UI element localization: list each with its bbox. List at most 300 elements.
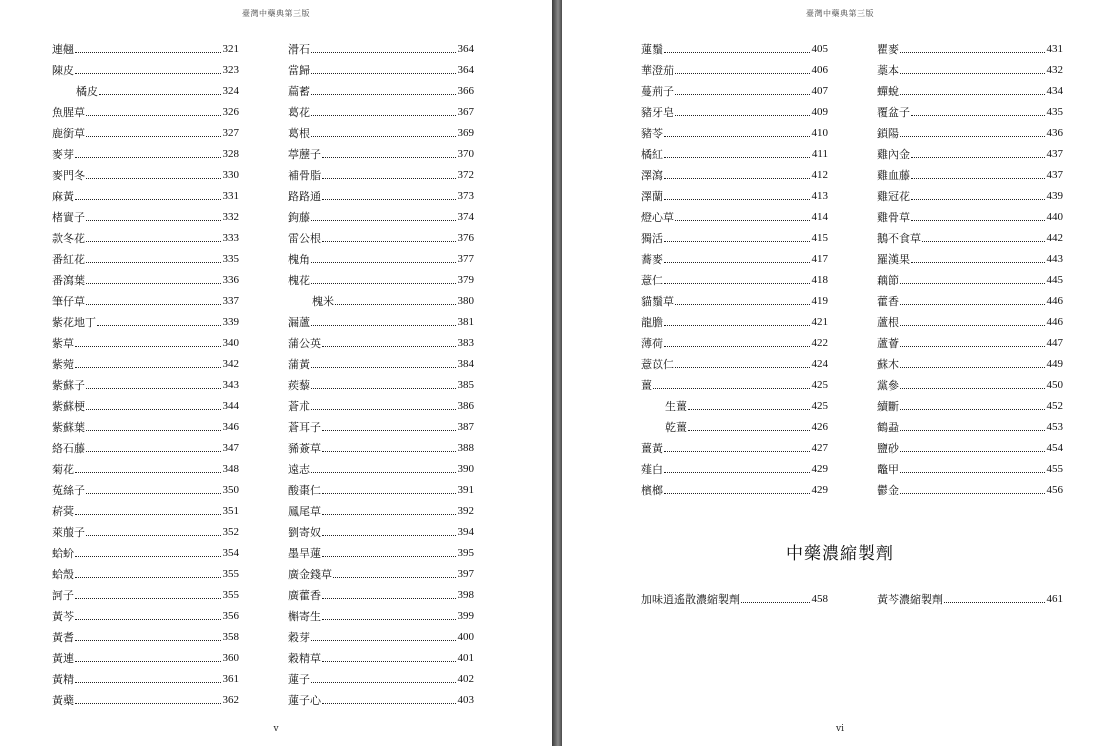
toc-entry[interactable] bbox=[52, 434, 239, 455]
dot-leader bbox=[322, 703, 456, 704]
toc-entry[interactable] bbox=[877, 371, 1063, 392]
dot-leader bbox=[675, 304, 810, 305]
toc-entry[interactable] bbox=[877, 413, 1063, 434]
entry-page-number: 388 bbox=[457, 442, 474, 454]
entry-page-number: 391 bbox=[457, 484, 474, 496]
page-number: vi bbox=[836, 724, 844, 734]
entry-page-number: 331 bbox=[222, 190, 239, 202]
entry-page-number: 446 bbox=[1046, 295, 1063, 307]
dot-leader bbox=[322, 451, 456, 452]
dot-leader bbox=[900, 325, 1045, 326]
entry-title: 酸棗仁 bbox=[288, 484, 321, 497]
entry-title: 豨薟草 bbox=[288, 442, 321, 455]
toc-entry[interactable] bbox=[288, 497, 474, 518]
entry-title: 蒲黃 bbox=[288, 358, 310, 371]
toc-entry[interactable] bbox=[288, 287, 474, 308]
dot-leader bbox=[86, 451, 221, 452]
dot-leader bbox=[311, 472, 456, 473]
toc-entry[interactable] bbox=[288, 518, 474, 539]
dot-leader bbox=[664, 157, 810, 158]
entry-page-number: 351 bbox=[222, 505, 239, 517]
toc-entry[interactable] bbox=[288, 602, 474, 623]
entry-page-number: 347 bbox=[222, 442, 239, 454]
entry-title: 鹽砂 bbox=[877, 442, 899, 455]
dot-leader bbox=[922, 241, 1045, 242]
toc-entry[interactable] bbox=[52, 203, 239, 224]
entry-title: 穀精草 bbox=[288, 652, 321, 665]
dot-leader bbox=[75, 556, 221, 557]
entry-title: 楮實子 bbox=[52, 211, 85, 224]
dot-leader bbox=[99, 94, 221, 95]
dot-leader bbox=[688, 430, 810, 431]
dot-leader bbox=[75, 640, 221, 641]
toc-entry[interactable] bbox=[288, 476, 474, 497]
dot-leader bbox=[75, 157, 221, 158]
entry-title: 薑黃 bbox=[641, 442, 663, 455]
toc-entry[interactable] bbox=[52, 686, 239, 707]
dot-leader bbox=[911, 199, 1045, 200]
entry-title: 瞿麥 bbox=[877, 43, 899, 56]
entry-title: 絡石藤 bbox=[52, 442, 85, 455]
toc-entry[interactable] bbox=[52, 413, 239, 434]
dot-leader bbox=[86, 136, 221, 137]
toc-entry[interactable] bbox=[288, 581, 474, 602]
entry-page-number: 364 bbox=[457, 64, 474, 76]
dot-leader bbox=[86, 220, 221, 221]
dot-leader bbox=[675, 73, 810, 74]
dot-leader bbox=[322, 661, 456, 662]
toc-entry[interactable] bbox=[877, 266, 1063, 287]
toc-entry[interactable] bbox=[641, 203, 828, 224]
toc-entry[interactable] bbox=[641, 161, 828, 182]
dot-leader bbox=[900, 493, 1045, 494]
dot-leader bbox=[311, 388, 456, 389]
entry-page-number: 394 bbox=[457, 526, 474, 538]
dot-leader bbox=[664, 178, 810, 179]
entry-page-number: 335 bbox=[222, 253, 239, 265]
toc-entry[interactable] bbox=[641, 413, 828, 434]
entry-title: 漏蘆 bbox=[288, 316, 310, 329]
entry-page-number: 409 bbox=[811, 106, 828, 118]
toc-entry[interactable] bbox=[52, 518, 239, 539]
toc-entry[interactable] bbox=[877, 245, 1063, 266]
entry-page-number: 379 bbox=[457, 274, 474, 286]
toc-entry[interactable] bbox=[52, 476, 239, 497]
section-column-2 bbox=[877, 585, 1063, 606]
entry-page-number: 450 bbox=[1046, 379, 1063, 391]
toc-entry[interactable] bbox=[52, 392, 239, 413]
entry-title: 墨旱蓮 bbox=[288, 547, 321, 560]
entry-page-number: 407 bbox=[811, 85, 828, 97]
entry-title: 蒺藜 bbox=[288, 379, 310, 392]
entry-page-number: 439 bbox=[1046, 190, 1063, 202]
entry-page-number: 436 bbox=[1046, 127, 1063, 139]
entry-title: 藕節 bbox=[877, 274, 899, 287]
toc-entry[interactable] bbox=[641, 371, 828, 392]
entry-page-number: 380 bbox=[457, 295, 474, 307]
entry-page-number: 340 bbox=[222, 337, 239, 349]
entry-page-number: 429 bbox=[811, 484, 828, 496]
entry-page-number: 364 bbox=[457, 43, 474, 55]
entry-title: 番瀉葉 bbox=[52, 274, 85, 287]
section-title: 中藥濃縮製劑 bbox=[786, 544, 894, 564]
toc-entry[interactable] bbox=[52, 35, 239, 56]
dot-leader bbox=[900, 388, 1045, 389]
entry-page-number: 401 bbox=[457, 652, 474, 664]
toc-entry[interactable] bbox=[641, 476, 828, 497]
entry-title: 雞內金 bbox=[877, 148, 910, 161]
entry-page-number: 360 bbox=[222, 652, 239, 664]
dot-leader bbox=[75, 703, 221, 704]
toc-entry[interactable] bbox=[52, 539, 239, 560]
dot-leader bbox=[900, 94, 1045, 95]
entry-title: 羅漢果 bbox=[877, 253, 910, 266]
dot-leader bbox=[664, 52, 810, 53]
toc-entry[interactable] bbox=[52, 497, 239, 518]
dot-leader bbox=[664, 283, 810, 284]
dot-leader bbox=[86, 283, 221, 284]
entry-page-number: 440 bbox=[1046, 211, 1063, 223]
entry-page-number: 385 bbox=[457, 379, 474, 391]
entry-title: 豬苓 bbox=[641, 127, 663, 140]
entry-page-number: 435 bbox=[1046, 106, 1063, 118]
toc-entry[interactable] bbox=[877, 308, 1063, 329]
toc-entry[interactable] bbox=[52, 287, 239, 308]
toc-entry[interactable] bbox=[877, 392, 1063, 413]
toc-entry[interactable] bbox=[641, 119, 828, 140]
entry-title: 蕎麥 bbox=[641, 253, 663, 266]
entry-page-number: 321 bbox=[222, 43, 239, 55]
entry-page-number: 383 bbox=[457, 337, 474, 349]
toc-entry[interactable] bbox=[641, 455, 828, 476]
dot-leader bbox=[75, 619, 221, 620]
toc-entry[interactable] bbox=[52, 644, 239, 665]
entry-title: 蒼朮 bbox=[288, 400, 310, 413]
entry-title: 橘紅 bbox=[641, 148, 663, 161]
entry-title: 補骨脂 bbox=[288, 169, 321, 182]
toc-entry[interactable] bbox=[52, 665, 239, 686]
running-header: 臺灣中藥典第三版 bbox=[242, 9, 310, 18]
toc-entry[interactable] bbox=[288, 119, 474, 140]
toc-entry[interactable] bbox=[288, 434, 474, 455]
toc-entry[interactable] bbox=[52, 77, 239, 98]
toc-entry[interactable] bbox=[288, 308, 474, 329]
entry-page-number: 355 bbox=[222, 589, 239, 601]
dot-leader bbox=[322, 157, 456, 158]
entry-page-number: 406 bbox=[811, 64, 828, 76]
entry-page-number: 425 bbox=[811, 379, 828, 391]
entry-title: 藁本 bbox=[877, 64, 899, 77]
entry-page-number: 397 bbox=[457, 568, 474, 580]
toc-entry[interactable] bbox=[641, 98, 828, 119]
entry-title: 蓮鬚 bbox=[641, 43, 663, 56]
dot-leader bbox=[335, 304, 456, 305]
toc-entry[interactable] bbox=[877, 119, 1063, 140]
entry-page-number: 402 bbox=[457, 673, 474, 685]
toc-entry[interactable] bbox=[288, 371, 474, 392]
toc-entry[interactable] bbox=[641, 224, 828, 245]
dot-leader bbox=[911, 262, 1045, 263]
entry-page-number: 398 bbox=[457, 589, 474, 601]
toc-entry[interactable] bbox=[288, 161, 474, 182]
dot-leader bbox=[675, 94, 810, 95]
entry-title: 番紅花 bbox=[52, 253, 85, 266]
toc-entry[interactable] bbox=[877, 287, 1063, 308]
toc-entry[interactable] bbox=[52, 623, 239, 644]
toc-entry[interactable] bbox=[877, 329, 1063, 350]
toc-entry[interactable] bbox=[288, 686, 474, 707]
dot-leader bbox=[86, 178, 221, 179]
dot-leader bbox=[664, 262, 810, 263]
dot-leader bbox=[311, 367, 456, 368]
entry-title: 蘆根 bbox=[877, 316, 899, 329]
toc-entry[interactable] bbox=[641, 245, 828, 266]
entry-title: 劉寄奴 bbox=[288, 526, 321, 539]
toc-entry[interactable] bbox=[288, 623, 474, 644]
entry-page-number: 400 bbox=[457, 631, 474, 643]
toc-entry[interactable] bbox=[288, 224, 474, 245]
running-header: 臺灣中藥典第三版 bbox=[806, 9, 874, 18]
entry-page-number: 386 bbox=[457, 400, 474, 412]
toc-entry[interactable] bbox=[641, 182, 828, 203]
toc-entry[interactable] bbox=[641, 77, 828, 98]
entry-title: 加味逍遙散濃縮製劑 bbox=[641, 593, 740, 606]
toc-entry[interactable] bbox=[52, 56, 239, 77]
entry-page-number: 355 bbox=[222, 568, 239, 580]
dot-leader bbox=[75, 73, 221, 74]
toc-entry[interactable] bbox=[288, 329, 474, 350]
dot-leader bbox=[322, 619, 456, 620]
dot-leader bbox=[653, 388, 810, 389]
entry-title: 鹿銜草 bbox=[52, 127, 85, 140]
entry-title: 龍膽 bbox=[641, 316, 663, 329]
dot-leader bbox=[900, 472, 1045, 473]
toc-entry[interactable] bbox=[877, 434, 1063, 455]
toc-entry[interactable] bbox=[641, 392, 828, 413]
toc-entry[interactable] bbox=[288, 182, 474, 203]
toc-entry[interactable] bbox=[288, 98, 474, 119]
entry-page-number: 327 bbox=[222, 127, 239, 139]
dot-leader bbox=[75, 367, 221, 368]
entry-page-number: 427 bbox=[811, 442, 828, 454]
entry-page-number: 332 bbox=[222, 211, 239, 223]
entry-title: 鬱金 bbox=[877, 484, 899, 497]
entry-page-number: 418 bbox=[811, 274, 828, 286]
dot-leader bbox=[86, 493, 221, 494]
toc-entry[interactable] bbox=[641, 56, 828, 77]
entry-page-number: 417 bbox=[811, 253, 828, 265]
toc-entry[interactable] bbox=[877, 455, 1063, 476]
dot-leader bbox=[311, 220, 456, 221]
toc-entry[interactable] bbox=[641, 350, 828, 371]
entry-title: 薏苡仁 bbox=[641, 358, 674, 371]
entry-title: 槲寄生 bbox=[288, 610, 321, 623]
toc-entry[interactable] bbox=[52, 350, 239, 371]
toc-entry[interactable] bbox=[641, 434, 828, 455]
entry-page-number: 411 bbox=[811, 148, 828, 160]
toc-entry[interactable] bbox=[641, 140, 828, 161]
toc-entry[interactable] bbox=[52, 371, 239, 392]
entry-title: 覆盆子 bbox=[877, 106, 910, 119]
dot-leader bbox=[75, 199, 221, 200]
entry-page-number: 405 bbox=[811, 43, 828, 55]
entry-title: 鶴蝨 bbox=[877, 421, 899, 434]
toc-entry[interactable] bbox=[641, 35, 828, 56]
toc-entry[interactable] bbox=[877, 161, 1063, 182]
toc-entry[interactable] bbox=[52, 308, 239, 329]
toc-entry[interactable] bbox=[288, 266, 474, 287]
entry-title: 麻黃 bbox=[52, 190, 74, 203]
dot-leader bbox=[911, 157, 1045, 158]
toc-entry[interactable] bbox=[877, 98, 1063, 119]
toc-entry[interactable] bbox=[52, 602, 239, 623]
entry-page-number: 356 bbox=[222, 610, 239, 622]
entry-title: 薑 bbox=[641, 379, 652, 392]
toc-entry[interactable] bbox=[52, 224, 239, 245]
entry-page-number: 384 bbox=[457, 358, 474, 370]
entry-title: 黃芩 bbox=[52, 610, 74, 623]
toc-entry[interactable] bbox=[288, 644, 474, 665]
dot-leader bbox=[311, 115, 456, 116]
entry-title: 槐角 bbox=[288, 253, 310, 266]
toc-entry[interactable] bbox=[641, 329, 828, 350]
page-number: v bbox=[273, 724, 279, 734]
entry-page-number: 399 bbox=[457, 610, 474, 622]
entry-page-number: 358 bbox=[222, 631, 239, 643]
dot-leader bbox=[75, 514, 221, 515]
toc-entry[interactable] bbox=[52, 140, 239, 161]
dot-leader bbox=[664, 325, 810, 326]
toc-entry[interactable] bbox=[288, 413, 474, 434]
dot-leader bbox=[311, 94, 456, 95]
entry-title: 薤白 bbox=[641, 463, 663, 476]
entry-title: 萊菔子 bbox=[52, 526, 85, 539]
dot-leader bbox=[900, 346, 1045, 347]
entry-page-number: 326 bbox=[222, 106, 239, 118]
entry-page-number: 453 bbox=[1046, 421, 1063, 433]
entry-title: 黃精 bbox=[52, 673, 74, 686]
dot-leader bbox=[322, 535, 456, 536]
toc-entry[interactable] bbox=[877, 224, 1063, 245]
toc-entry[interactable] bbox=[52, 266, 239, 287]
entry-page-number: 458 bbox=[811, 593, 828, 605]
toc-entry[interactable] bbox=[877, 77, 1063, 98]
entry-page-number: 339 bbox=[222, 316, 239, 328]
dot-leader bbox=[900, 451, 1045, 452]
toc-entry[interactable] bbox=[52, 98, 239, 119]
toc-entry[interactable] bbox=[288, 350, 474, 371]
toc-entry[interactable] bbox=[288, 560, 474, 581]
right-page bbox=[562, 0, 1118, 746]
toc-entry[interactable] bbox=[52, 455, 239, 476]
toc-entry[interactable] bbox=[877, 585, 1063, 606]
toc-entry[interactable] bbox=[52, 182, 239, 203]
entry-title: 葛花 bbox=[288, 106, 310, 119]
toc-entry[interactable] bbox=[52, 329, 239, 350]
section-column-1 bbox=[641, 585, 828, 606]
entry-title: 鼈甲 bbox=[877, 463, 899, 476]
toc-entry[interactable] bbox=[288, 245, 474, 266]
dot-leader bbox=[664, 346, 810, 347]
toc-entry[interactable] bbox=[52, 581, 239, 602]
dot-leader bbox=[322, 493, 456, 494]
toc-entry[interactable] bbox=[288, 140, 474, 161]
toc-entry[interactable] bbox=[288, 392, 474, 413]
toc-entry[interactable] bbox=[52, 245, 239, 266]
entry-page-number: 429 bbox=[811, 463, 828, 475]
dot-leader bbox=[322, 199, 456, 200]
entry-title: 黃耆 bbox=[52, 631, 74, 644]
entry-page-number: 390 bbox=[457, 463, 474, 475]
toc-entry[interactable] bbox=[288, 455, 474, 476]
toc-entry[interactable] bbox=[641, 266, 828, 287]
dot-leader bbox=[664, 241, 810, 242]
dot-leader bbox=[322, 241, 456, 242]
toc-entry[interactable] bbox=[288, 203, 474, 224]
dot-leader bbox=[311, 262, 456, 263]
toc-entry[interactable] bbox=[52, 119, 239, 140]
toc-entry[interactable] bbox=[877, 35, 1063, 56]
entry-page-number: 432 bbox=[1046, 64, 1063, 76]
toc-entry[interactable] bbox=[288, 539, 474, 560]
entry-page-number: 425 bbox=[811, 400, 828, 412]
entry-title: 紫蘇葉 bbox=[52, 421, 85, 434]
toc-entry[interactable] bbox=[288, 665, 474, 686]
entry-title: 薏仁 bbox=[641, 274, 663, 287]
toc-entry[interactable] bbox=[52, 161, 239, 182]
entry-title: 雷公根 bbox=[288, 232, 321, 245]
entry-page-number: 426 bbox=[811, 421, 828, 433]
toc-entry[interactable] bbox=[877, 56, 1063, 77]
toc-entry[interactable] bbox=[877, 203, 1063, 224]
toc-entry[interactable] bbox=[641, 308, 828, 329]
entry-title: 蘇木 bbox=[877, 358, 899, 371]
entry-page-number: 446 bbox=[1046, 316, 1063, 328]
toc-entry[interactable] bbox=[52, 560, 239, 581]
toc-entry[interactable] bbox=[641, 287, 828, 308]
dot-leader bbox=[322, 430, 456, 431]
toc-entry[interactable] bbox=[877, 350, 1063, 371]
entry-title: 麥芽 bbox=[52, 148, 74, 161]
entry-title: 續斷 bbox=[877, 400, 899, 413]
entry-page-number: 323 bbox=[222, 64, 239, 76]
entry-title: 黃蘗 bbox=[52, 694, 74, 707]
dot-leader bbox=[311, 52, 456, 53]
entry-page-number: 354 bbox=[222, 547, 239, 559]
entry-page-number: 442 bbox=[1046, 232, 1063, 244]
toc-entry[interactable] bbox=[641, 585, 828, 606]
entry-page-number: 370 bbox=[457, 148, 474, 160]
toc-entry[interactable] bbox=[288, 77, 474, 98]
entry-title: 菟絲子 bbox=[52, 484, 85, 497]
dot-leader bbox=[900, 73, 1045, 74]
toc-entry[interactable] bbox=[877, 182, 1063, 203]
toc-entry[interactable] bbox=[288, 35, 474, 56]
dot-leader bbox=[900, 367, 1045, 368]
entry-page-number: 449 bbox=[1046, 358, 1063, 370]
entry-page-number: 377 bbox=[457, 253, 474, 265]
toc-entry[interactable] bbox=[877, 476, 1063, 497]
entry-title: 華澄茄 bbox=[641, 64, 674, 77]
entry-page-number: 403 bbox=[457, 694, 474, 706]
dot-leader bbox=[311, 325, 456, 326]
entry-page-number: 336 bbox=[222, 274, 239, 286]
dot-leader bbox=[75, 682, 221, 683]
entry-title: 蘆薈 bbox=[877, 337, 899, 350]
toc-entry[interactable] bbox=[877, 140, 1063, 161]
toc-entry[interactable] bbox=[288, 56, 474, 77]
dot-leader bbox=[75, 472, 221, 473]
